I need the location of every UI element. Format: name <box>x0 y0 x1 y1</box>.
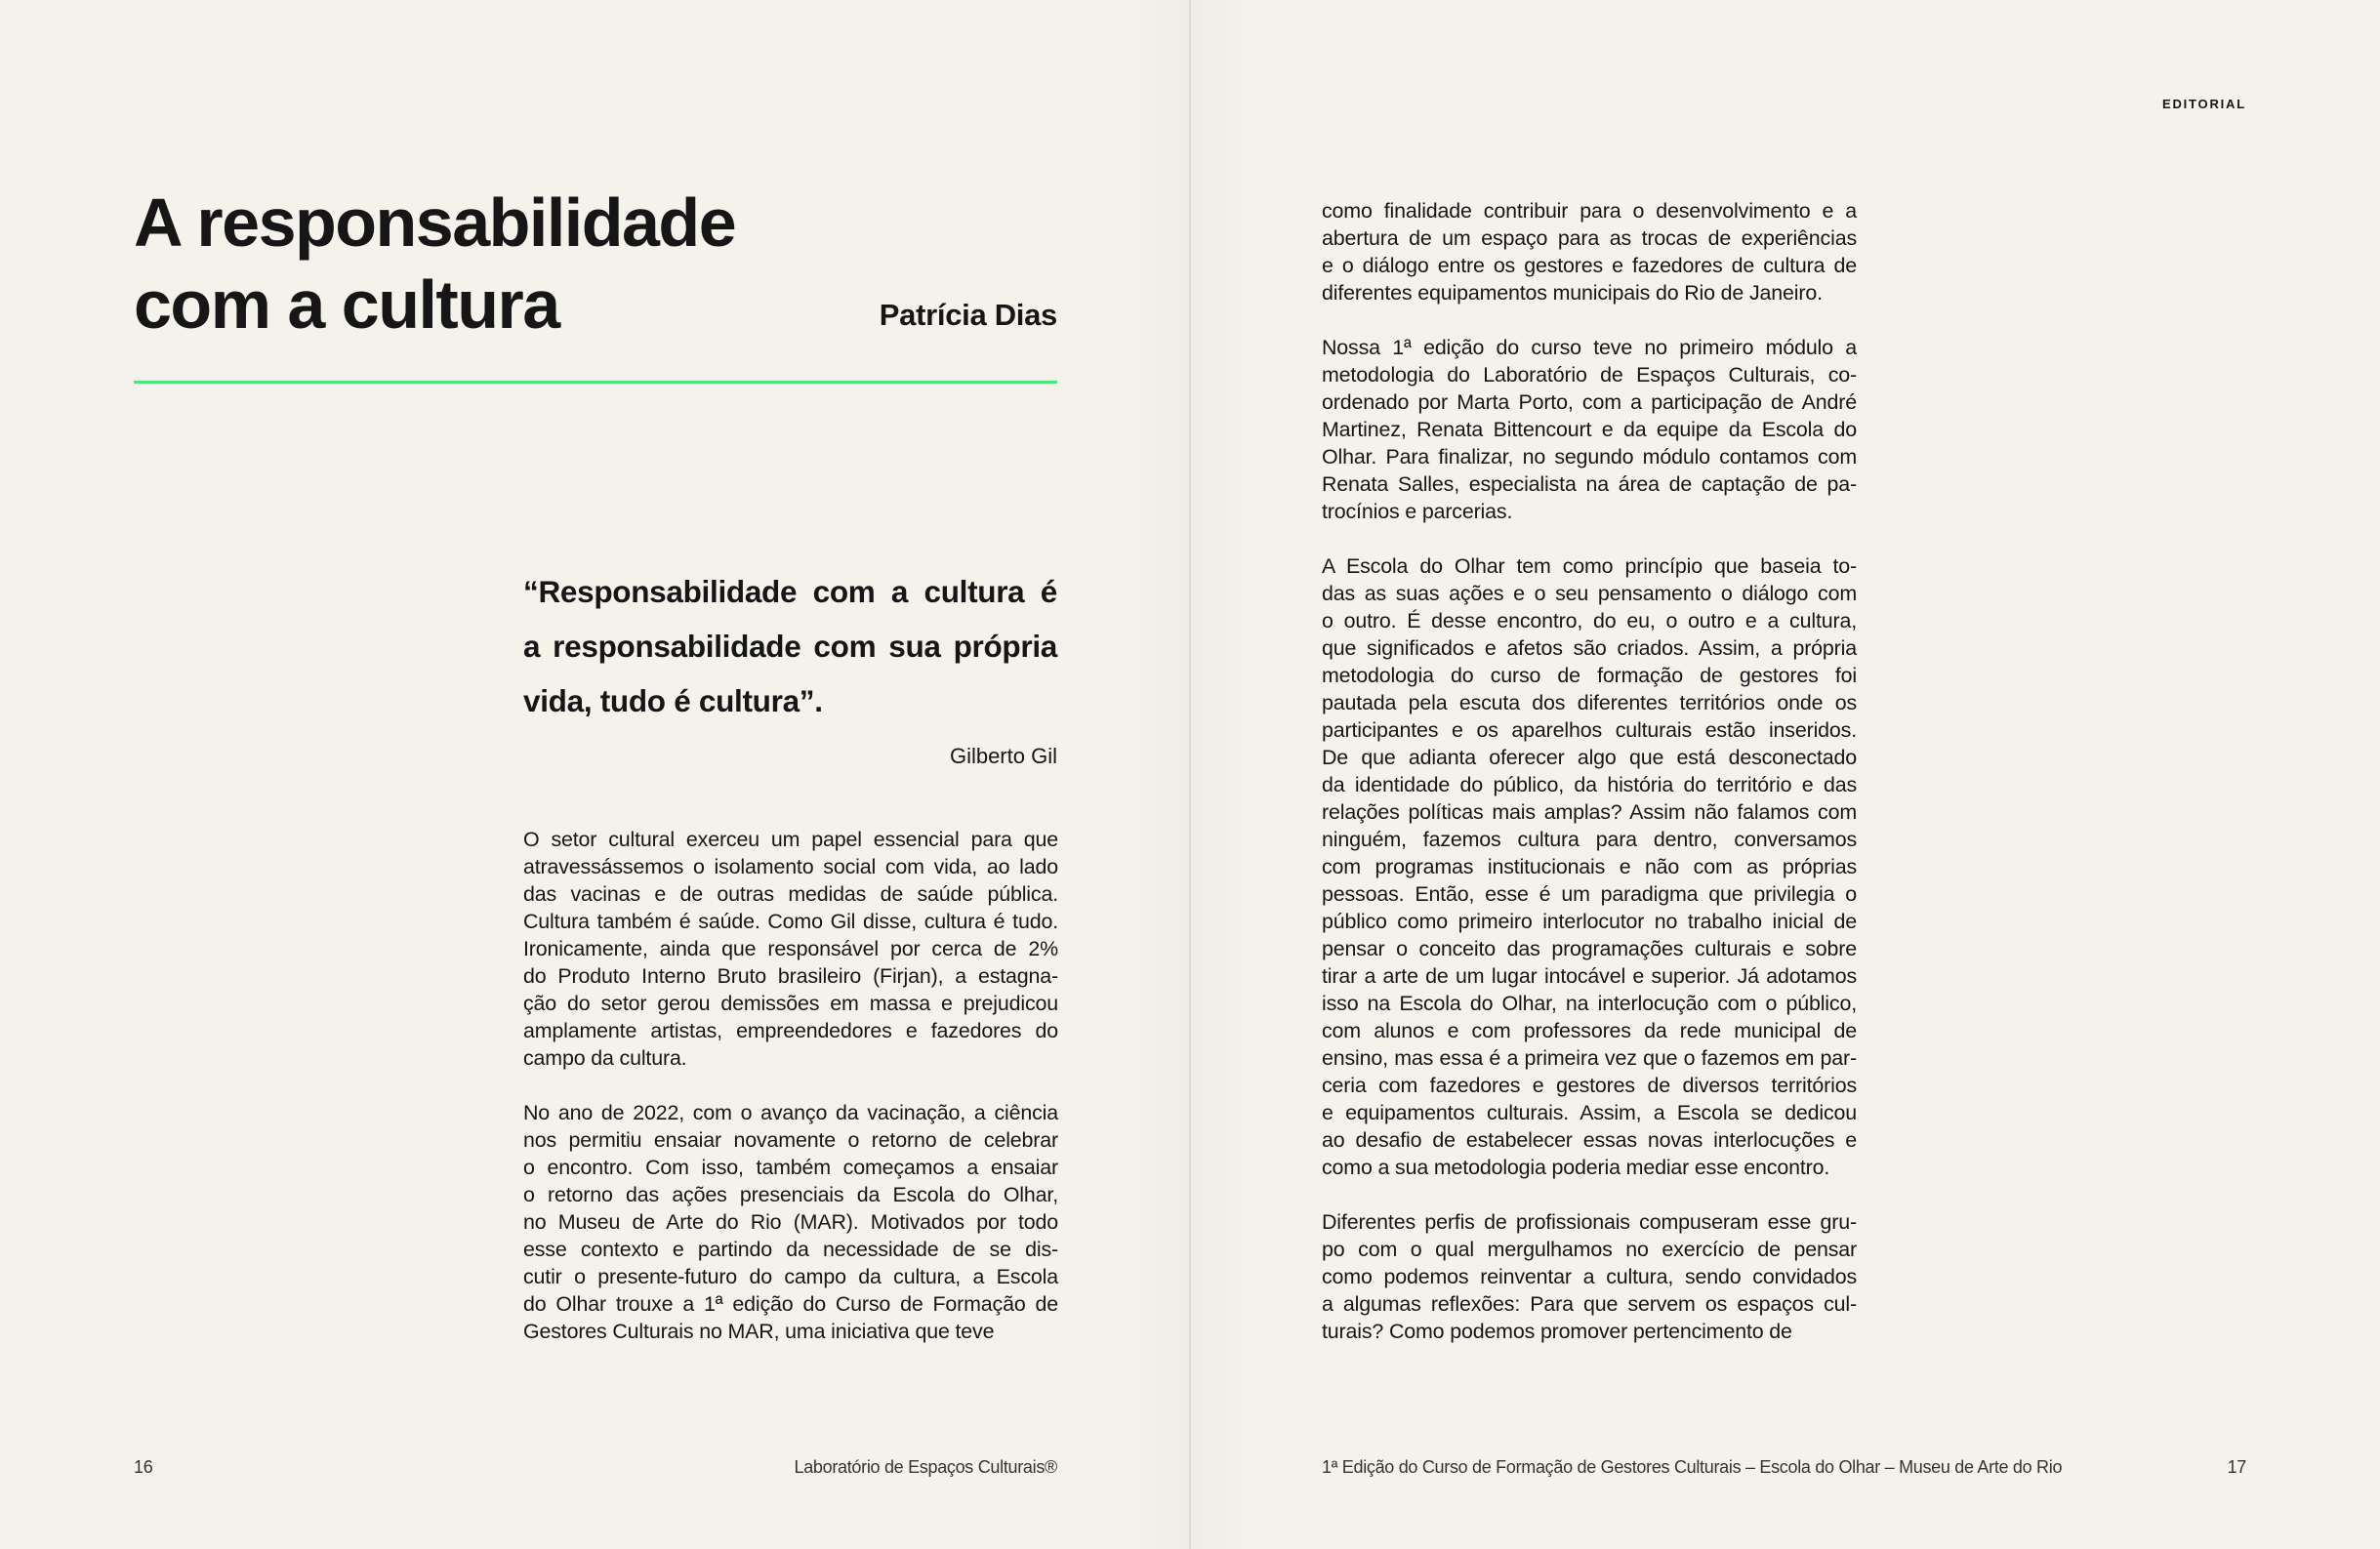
body-line: Cultura também é saúde. Como Gil disse, cultura é tudo. <box>523 910 1058 933</box>
page-number-left: 16 <box>134 1457 153 1477</box>
body-line: metodologia do Laboratório de Espaços Culturais, co- <box>1322 363 1857 387</box>
body-line: a algumas reflexões: Para que servem os espaços cul- <box>1322 1292 1857 1316</box>
body-line: o outro. É desse encontro, do eu, o outro e a cultura, <box>1322 609 1857 632</box>
pull-quote <box>523 564 1057 728</box>
body-line: pensar o conceito das programações culturais e sobre <box>1322 937 1857 960</box>
body-line: o retorno das ações presenciais da Escola do Olhar, <box>523 1183 1058 1206</box>
body-line: Olhar. Para finalizar, no segundo módulo contamos com <box>1322 445 1857 469</box>
body-line: ensino, mas essa é a primeira vez que o fazemos em par- <box>1322 1046 1857 1070</box>
body-line: Nossa 1ª edição do curso teve no primeiro módulo a <box>1322 336 1857 359</box>
body-paragraph <box>1322 1208 1857 1345</box>
body-line: no Museu de Arte do Rio (MAR). Motivados por todo <box>523 1210 1058 1234</box>
body-line: e o diálogo entre os gestores e fazedores de cultura de <box>1322 254 1857 277</box>
body-paragraph <box>1322 334 1857 525</box>
body-line: do Olhar trouxe a 1ª edição do Curso de Formação de <box>523 1292 1058 1316</box>
body-line: No ano de 2022, com o avanço da vacinação, a ciência <box>523 1101 1058 1124</box>
body-line: diferentes equipamentos municipais do Rio de Janeiro. <box>1322 281 1823 305</box>
body-line: atravessássemos o isolamento social com vida, ao lado <box>523 855 1058 878</box>
body-line: Gestores Culturais no MAR, uma iniciativa que teve <box>523 1320 995 1343</box>
article-author: Patrícia Dias <box>879 298 1057 332</box>
footer-right: 1ª Edição do Curso de Formação de Gestores Culturais – Escola do Olhar – Museu de Arte do Rio <box>1322 1457 2063 1477</box>
body-line: ceria com fazedores e gestores de diversos territórios <box>1322 1074 1857 1097</box>
page-gutter-shadow <box>1123 0 1259 1549</box>
body-line: amplamente artistas, empreendedores e fazedores do <box>523 1019 1058 1042</box>
quote-line: a responsabilidade com sua própria <box>523 629 1057 664</box>
body-line: cutir o presente-futuro do campo da cultura, a Escola <box>523 1265 1058 1288</box>
title-line: com a cultura <box>134 266 559 343</box>
right-body-column <box>1322 197 1857 1372</box>
body-line: Renata Salles, especialista na área de captação de pa- <box>1322 472 1857 496</box>
body-line: das vacinas e de outras medidas de saúde pública. <box>523 882 1058 906</box>
title-line: A responsabilidade <box>134 184 736 261</box>
body-line: metodologia do curso de formação de gestores foi <box>1322 664 1857 687</box>
body-line: abertura de um espaço para as trocas de experiências <box>1322 226 1857 250</box>
body-paragraph <box>523 826 1058 1072</box>
body-line: O setor cultural exerceu um papel essencial para que <box>523 828 1058 851</box>
body-line: A Escola do Olhar tem como princípio que baseia to- <box>1322 554 1857 578</box>
page-spine-divider <box>1189 0 1191 1549</box>
body-line: campo da cultura. <box>523 1046 687 1070</box>
body-line: como finalidade contribuir para o desenvolvimento e a <box>1322 199 1857 223</box>
body-line: ao desafio de estabelecer essas novas interlocuções e <box>1322 1128 1857 1152</box>
body-line: Martinez, Renata Bittencourt e da equipe da Escola do <box>1322 418 1857 441</box>
body-line: relações políticas mais amplas? Assim não falamos com <box>1322 800 1857 824</box>
body-line: das as suas ações e o seu pensamento o diálogo com <box>1322 582 1857 605</box>
body-line: isso na Escola do Olhar, na interlocução com o público, <box>1322 992 1857 1015</box>
body-line: pautada pela escuta dos diferentes territórios onde os <box>1322 691 1857 714</box>
body-line: trocínios e parcerias. <box>1322 500 1513 523</box>
quote-attribution: Gilberto Gil <box>949 744 1057 768</box>
body-line: com alunos e com professores da rede municipal de <box>1322 1019 1857 1042</box>
body-line: da identidade do público, da história do território e das <box>1322 773 1857 796</box>
footer-left: Laboratório de Espaços Culturais® <box>794 1457 1057 1477</box>
body-line: do Produto Interno Bruto brasileiro (Firjan), a estagna- <box>523 964 1058 988</box>
quote-line: vida, tudo é cultura”. <box>523 683 823 718</box>
body-line: com programas institucionais e não com as próprias <box>1322 855 1857 878</box>
title-accent-rule <box>134 381 1057 384</box>
body-line: como a sua metodologia poderia mediar esse encontro. <box>1322 1156 1830 1179</box>
body-line: pessoas. Então, esse é um paradigma que privilegia o <box>1322 882 1857 906</box>
body-line: como podemos reinventar a cultura, sendo convidados <box>1322 1265 1857 1288</box>
quote-line: “Responsabilidade com a cultura é <box>523 574 1057 609</box>
body-line: ção do setor gerou demissões em massa e prejudicou <box>523 992 1058 1015</box>
body-line: turais? Como podemos promover pertencimento de <box>1322 1320 1792 1343</box>
body-line: esse contexto e partindo da necessidade de se dis- <box>523 1238 1058 1261</box>
section-label: EDITORIAL <box>2161 97 2246 111</box>
body-line: o encontro. Com isso, também começamos a ensaiar <box>523 1156 1058 1179</box>
body-paragraph <box>1322 197 1857 306</box>
body-line: e equipamentos culturais. Assim, a Escola se dedicou <box>1322 1101 1857 1124</box>
body-line: tirar a arte de um lugar intocável e superior. Já adotamos <box>1322 964 1857 988</box>
body-line: De que adianta oferecer algo que está desconectado <box>1322 746 1857 769</box>
body-line: ordenado por Marta Porto, com a participação de André <box>1322 390 1857 414</box>
body-line: que significados e afetos são criados. Assim, a própria <box>1322 636 1857 660</box>
body-paragraph <box>523 1099 1058 1345</box>
page-number-right: 17 <box>2227 1457 2246 1477</box>
body-line: po com o qual mergulhamos no exercício de pensar <box>1322 1238 1857 1261</box>
left-body-column <box>523 826 1058 1372</box>
body-line: participantes e os aparelhos culturais estão inseridos. <box>1322 718 1857 742</box>
body-line: Diferentes perfis de profissionais compuseram esse gru- <box>1322 1210 1857 1234</box>
article-title <box>134 182 735 346</box>
body-line: ninguém, fazemos cultura para dentro, conversamos <box>1322 828 1857 851</box>
body-paragraph <box>1322 552 1857 1181</box>
body-line: Ironicamente, ainda que responsável por cerca de 2% <box>523 937 1058 960</box>
body-line: nos permitiu ensaiar novamente o retorno de celebrar <box>523 1128 1058 1152</box>
body-line: público como primeiro interlocutor no trabalho inicial de <box>1322 910 1857 933</box>
